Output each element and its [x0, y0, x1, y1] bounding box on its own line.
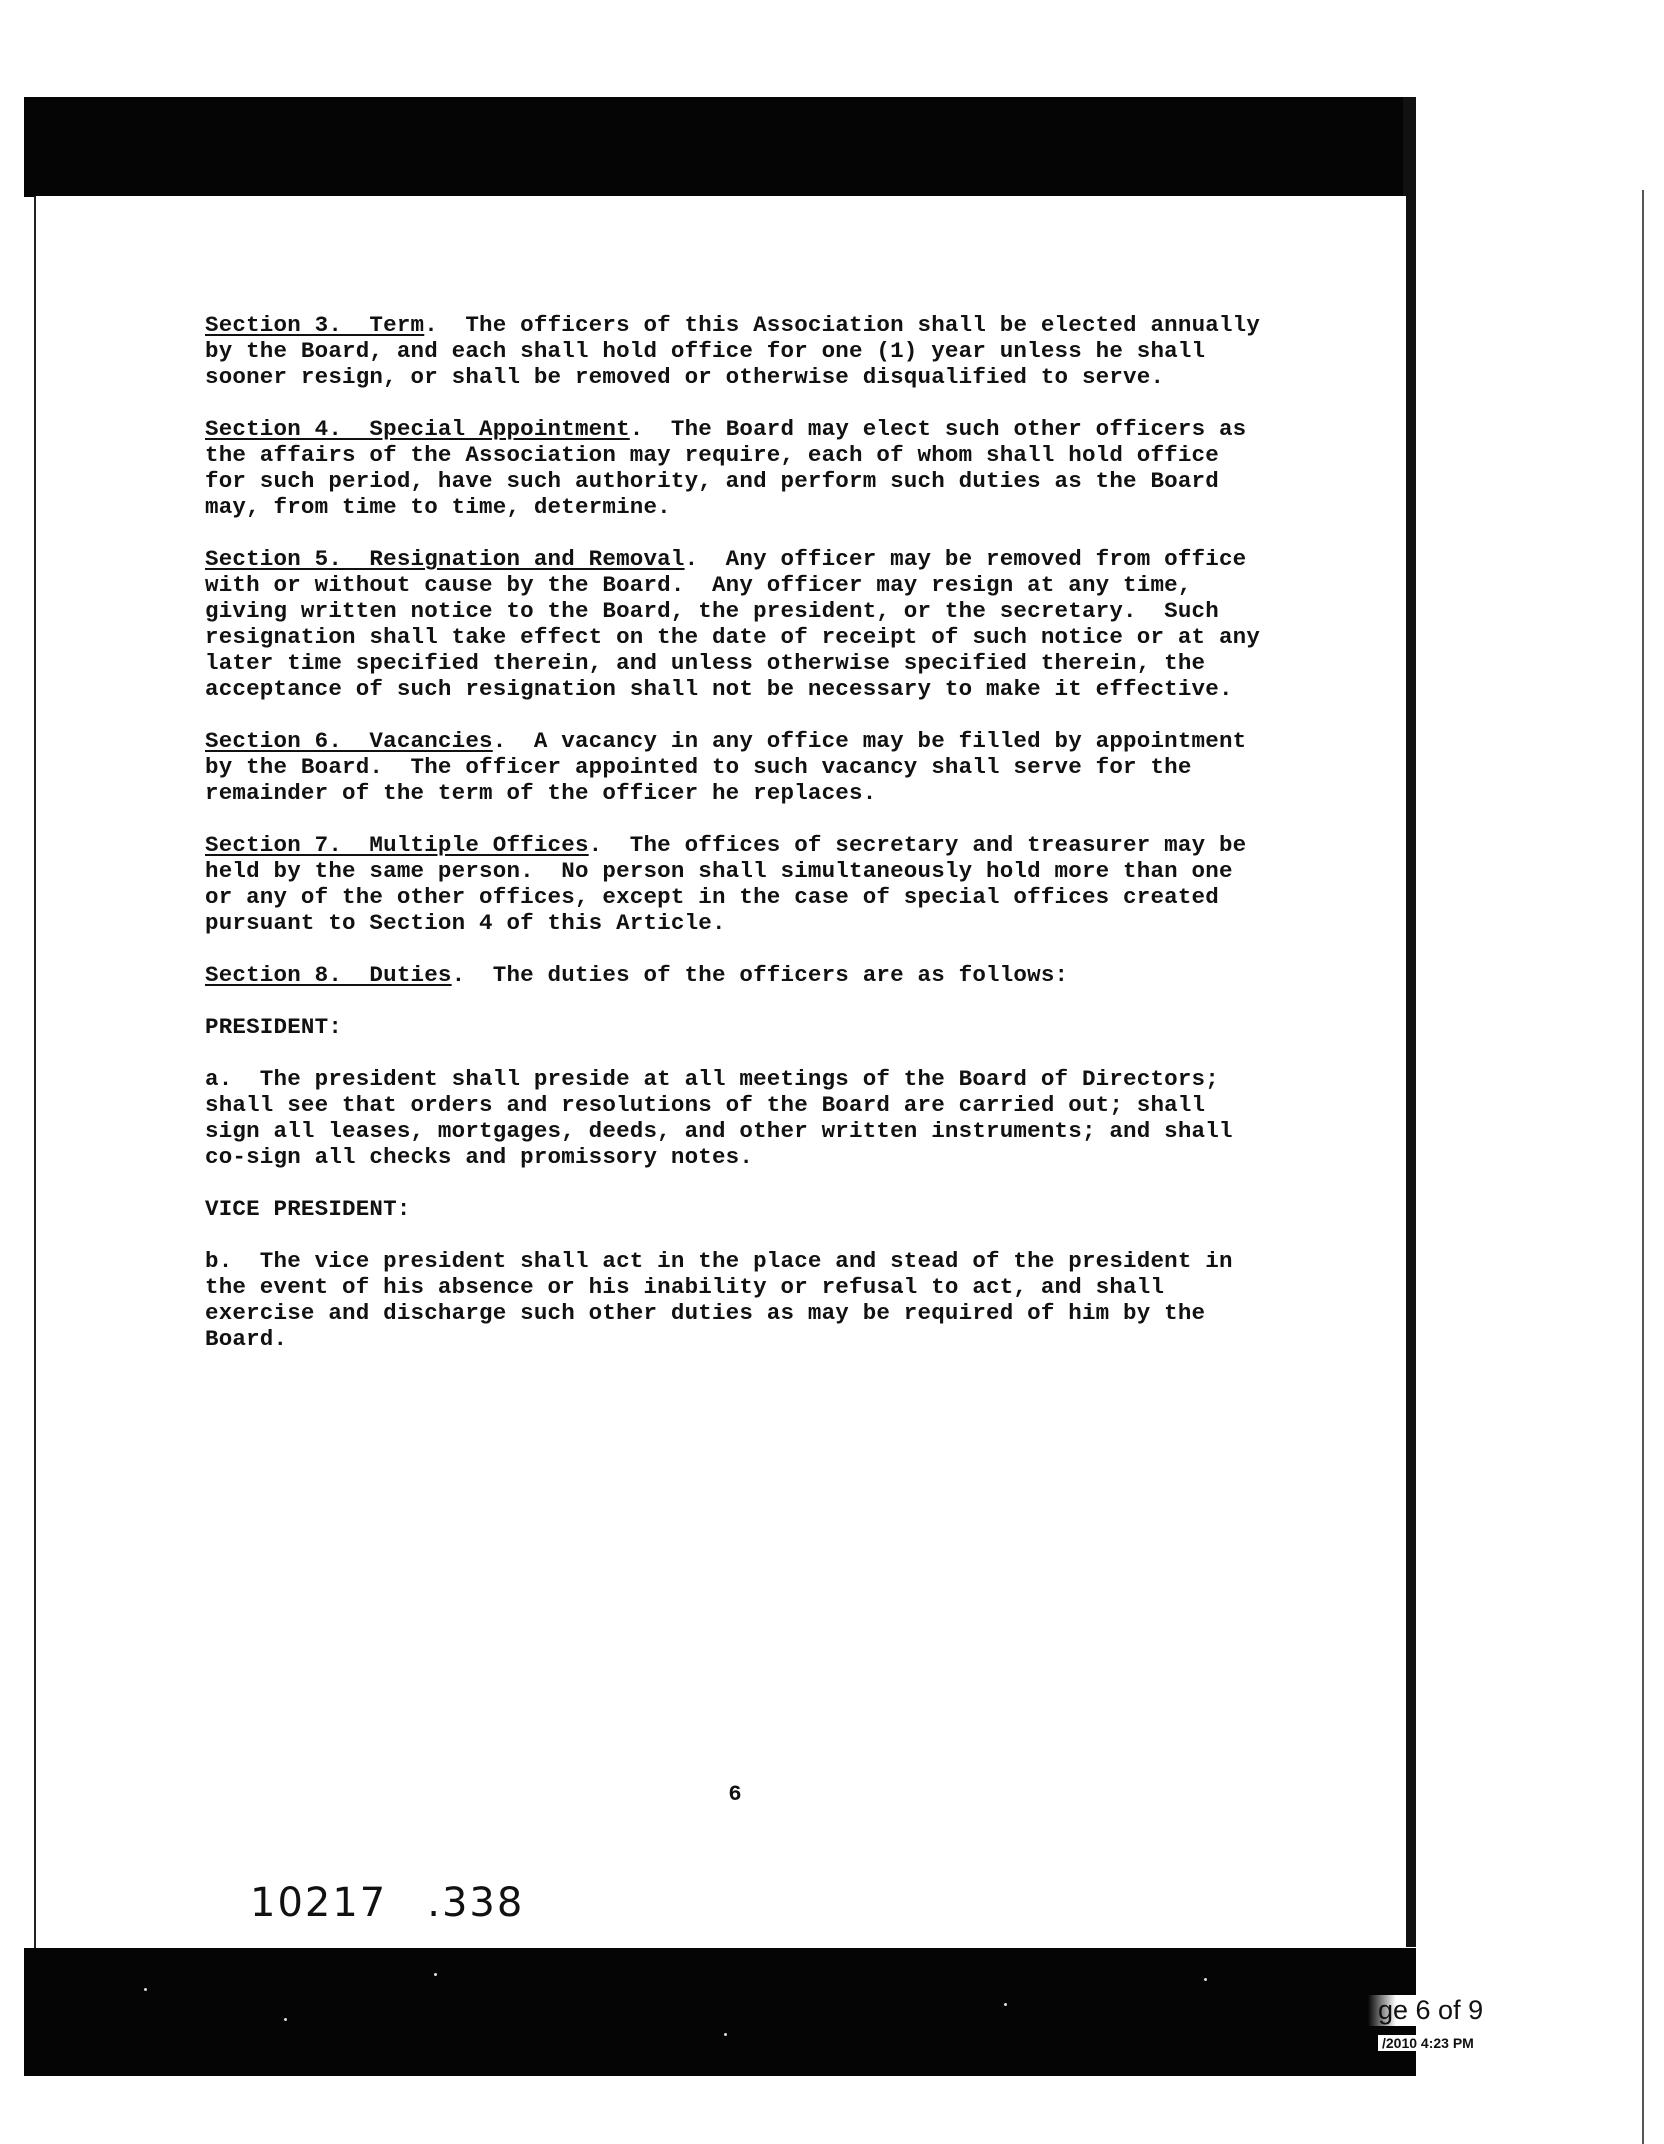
- section-heading: Section 7. Multiple Offices: [205, 832, 589, 858]
- president-duties: a. The president shall preside at all meetings of the Board of Directors; shall see that orders and resolutions of the Board are carried out; shall sign all leases, mortgages, deeds, and other written instruments; and shall co-sign all checks and promissory notes.: [205, 1066, 1247, 1170]
- section-5: [205, 546, 1274, 702]
- section-text: . The Board may elect such other officers as the affairs of the Association may require, each of whom shall hold office for such period, have such authority, and perform such duties as the Board may, from time to time, determine.: [205, 416, 1261, 520]
- section-heading: Section 8. Duties: [205, 962, 452, 988]
- section-text: . A vacancy in any office may be filled by appointment by the Board. The officer appointed to such vacancy shall serve for the remainder of the term of the officer he replaces.: [205, 728, 1261, 806]
- viewer-page-indicator: ge 6 of 9: [1368, 1995, 1483, 2026]
- section-heading: Section 3. Term: [205, 312, 425, 338]
- section-text: . The officers of this Association shall be elected annually by the Board, and each shall hold office for one (1) year unless he shall sooner resign, or shall be removed or otherwise disqualified to serve.: [205, 312, 1274, 390]
- section-6: [205, 728, 1265, 806]
- doc-id-page: .338: [427, 1880, 525, 1926]
- document-id-stamp: [250, 1880, 524, 1926]
- section-text: . Any officer may be removed from office with or without cause by the Board. Any officer may resign at any time, giving written notice to the Board, the president, or the secretary. Such resignation shall take effect on the date of receipt of such notice or at any later time specified therein, and unless otherwise specified therein, the acceptance of such resignation shall not be necessary to make it effective.: [205, 546, 1274, 702]
- section-heading: Section 5. Resignation and Removal: [205, 546, 685, 572]
- page-number: 6: [728, 1782, 742, 1807]
- section-7: [205, 832, 1265, 936]
- scan-border-top: [24, 97, 1416, 197]
- viewer-print-timestamp: /2010 4:23 PM: [1378, 2035, 1474, 2051]
- doc-id-book: 10217: [250, 1880, 388, 1926]
- section-heading: Section 6. Vacancies: [205, 728, 493, 754]
- viewer-edge-line: [1642, 190, 1644, 2144]
- president-label: PRESIDENT:: [205, 1014, 343, 1040]
- vice-president-duties: b. The vice president shall act in the place and stead of the president in the event of his absence or his inability or refusal to act, and shall exercise and discharge such other duties as may be required of him by the Board.: [205, 1248, 1247, 1352]
- scan-border-bottom: [24, 1948, 1416, 2076]
- section-4: [205, 416, 1265, 520]
- section-heading: Section 4. Special Appointment: [205, 416, 630, 442]
- section-8: [205, 962, 1265, 988]
- section-3: [205, 312, 1274, 390]
- section-text: . The offices of secretary and treasurer may be held by the same person. No person shall simultaneously hold more than one or any of the other offices, except in the case of special offices created pursuant to Section 4 of this Article.: [205, 832, 1261, 936]
- section-text: . The duties of the officers are as follows:: [451, 962, 1069, 988]
- vice-president-label: VICE PRESIDENT:: [205, 1196, 411, 1222]
- document-body: [205, 312, 1274, 1378]
